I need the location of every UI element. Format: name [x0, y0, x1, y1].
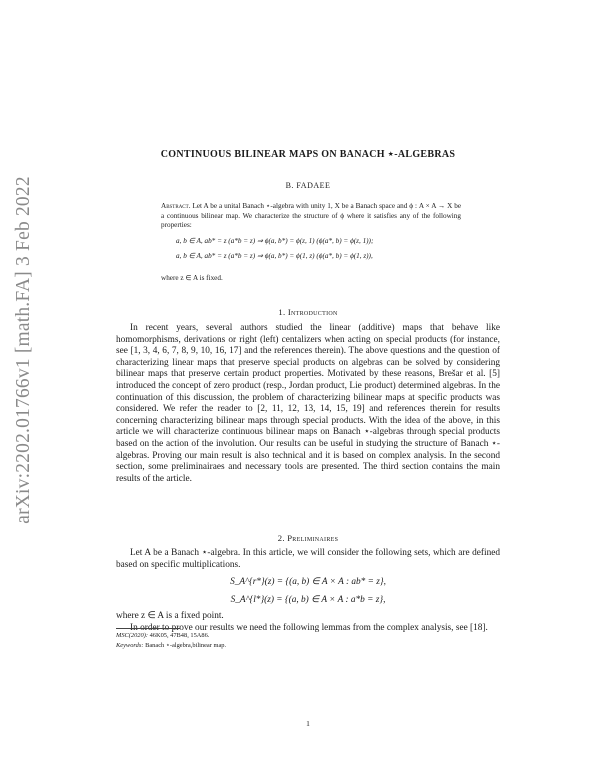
page-number: 1 — [306, 719, 310, 728]
abstract-formula-2: a, b ∈ A, ab* = z (a*b = z) ⇒ ϕ(a, b*) = ϕ(1, z) (ϕ(a*, b) = ϕ(1, z)), — [176, 252, 373, 260]
footnote-keywords — [116, 641, 500, 649]
footnote-msc-value: 46K05, 47B48, 15A86. — [149, 632, 210, 639]
abstract-formula-1: a, b ∈ A, ab* = z (a*b = z) ⇒ ϕ(a, b*) = ϕ(z, 1) (ϕ(a*, b) = ϕ(z, 1)); — [176, 237, 374, 245]
paper-author: B. FADAEE — [285, 181, 331, 190]
paper-title: CONTINUOUS BILINEAR MAPS ON BANACH ⋆-ALGEBRAS — [160, 149, 456, 160]
section-1-paragraph: In recent years, several authors studied the linear (additive) maps that behave like homomorphisms, derivations or right (left) centalizers when acting on special products (for instance, see [1, 3, 4, 6, 7, 8, 9, 10, 16, 17] and the references therein). The above questions and the question of characterizing linear maps that preserve special products on algebras can be solved by considering bilinear maps that preserve certain product properties. Motivated by these reasons, Brešar et al. [5] introduced the concept of zero product (resp., Jordan product, Lie product) determined algebras. In the continuation of this discussion, the problem of characterizing bilinear maps at specific products was considered. We refer the reader to [2, 11, 12, 13, 14, 15, 19] and references therein for results concerning characterizing bilinear maps through special products. With the idea of the above, in this article we will characterize continuous bilinear maps on Banach ⋆-algebras through special products based on the action of the involution. Our results can be useful in studying the structure of Banach ⋆-algebras. Proving our main result is also technical and it is based on complex analysis. In the second section, some preliminairaes and necessary tools are presented. The third section contains the main results of the article. — [116, 323, 500, 484]
arxiv-identifier — [4, 150, 44, 550]
footnote-rule — [116, 628, 180, 629]
arxiv-identifier-text: arXiv:2202.01766v1 [math.FA] 3 Feb 2022 — [13, 176, 35, 524]
abstract-text: Let A be a unital Banach ⋆-algebra with unity 1, X be a Banach space and ϕ : A × A → X be a continuous bilinear map. We characterize the structure of ϕ where it satisfies any of the following properties: — [161, 202, 462, 230]
footnote-msc — [116, 632, 500, 639]
abstract-label: Abstract. — [161, 202, 191, 210]
section-2-after-formula: where z ∈ A is a fixed point. — [116, 611, 224, 621]
abstract — [161, 202, 461, 231]
section-2-formula-1: S_A^{r*}(z) = {(a, b) ∈ A × A : ab* = z}, — [230, 577, 386, 587]
footnote-msc-label: MSC(2020): — [116, 632, 148, 639]
section-2-paragraph-1: Let A be a Banach ⋆-algebra. In this article, we will consider the following sets, which are defined based on specific multiplications. — [116, 548, 500, 570]
section-1-heading: 1. Introduction — [278, 307, 338, 317]
footnote-keywords-value: Banach ⋆-algebra,bilinear map. — [145, 642, 227, 649]
section-2-paragraph-2: In order to prove our results we need the following lemmas from the complex analysis, see [18]. — [130, 623, 488, 633]
section-2-heading: 2. Preliminaires — [277, 533, 339, 543]
abstract-fixed-note: where z ∈ A is fixed. — [161, 274, 223, 282]
section-2-formula-2: S_A^{l*}(z) = {(a, b) ∈ A × A : a*b = z}, — [230, 595, 386, 605]
footnote-keywords-label: Keywords: — [116, 642, 144, 649]
